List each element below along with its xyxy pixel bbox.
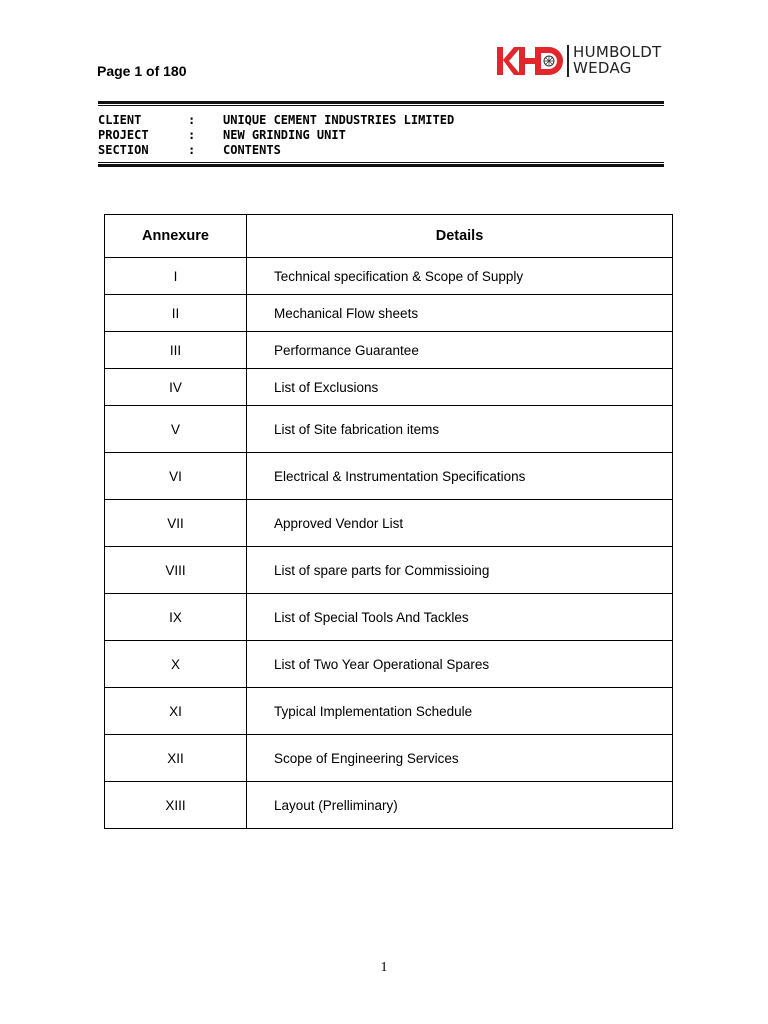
table-row [105,369,673,406]
annexure-detail: Mechanical Flow sheets [247,295,673,332]
annexure-number: IV [105,369,247,406]
meta-value: UNIQUE CEMENT INDUSTRIES LIMITED [223,113,455,127]
table-header-row [105,215,673,258]
annexure-number: III [105,332,247,369]
brand-text [573,44,673,76]
table-row [105,500,673,547]
brand-line-humboldt: HUMBOLDT [573,43,662,61]
table-row [105,453,673,500]
annexure-detail: Approved Vendor List [247,500,673,547]
meta-row-section [98,143,454,158]
meta-value: NEW GRINDING UNIT [223,128,346,142]
annexure-detail: Typical Implementation Schedule [247,688,673,735]
annexure-number: XII [105,735,247,782]
meta-row-client [98,113,454,128]
annexure-number: V [105,406,247,453]
table-row [105,735,673,782]
annexure-number: XI [105,688,247,735]
column-header-annexure: Annexure [105,215,247,258]
meta-value: CONTENTS [223,143,281,157]
annexure-number: I [105,258,247,295]
table-row [105,258,673,295]
table-row [105,688,673,735]
annexure-detail: Electrical & Instrumentation Specifications [247,453,673,500]
table-row [105,547,673,594]
annexure-detail: List of Exclusions [247,369,673,406]
page-number-footer: 1 [380,960,388,975]
table-row [105,406,673,453]
table-row [105,332,673,369]
annexure-detail: Performance Guarantee [247,332,673,369]
meta-key: CLIENT [98,113,142,127]
annexure-table [104,214,673,829]
meta-sep: : [188,113,196,127]
meta-sep: : [188,128,196,142]
annexure-number: VII [105,500,247,547]
table-row [105,782,673,829]
khd-humboldt-wedag-logo [497,44,673,78]
brand-line-wedag: WEDAG [573,59,632,77]
annexure-detail: List of Site fabrication items [247,406,673,453]
annexure-detail: Layout (Prelliminary) [247,782,673,829]
meta-key: PROJECT [98,128,149,142]
annexure-number: XIII [105,782,247,829]
table-row [105,594,673,641]
annexure-number: II [105,295,247,332]
column-header-details: Details [247,215,673,258]
logo-divider [567,45,569,77]
meta-key: SECTION [98,143,149,157]
meta-sep: : [188,143,196,157]
meta-row-project [98,128,454,143]
header-rule-bottom [98,162,664,167]
annexure-number: VIII [105,547,247,594]
header-rule-top [98,101,664,106]
annexure-detail: Technical specification & Scope of Supply [247,258,673,295]
annexure-detail: List of spare parts for Commissioing [247,547,673,594]
annexure-detail: List of Special Tools And Tackles [247,594,673,641]
page-label: Page 1 of 180 [97,63,187,79]
annexure-number: VI [105,453,247,500]
annexure-number: X [105,641,247,688]
annexure-detail: Scope of Engineering Services [247,735,673,782]
annexure-detail: List of Two Year Operational Spares [247,641,673,688]
annexure-number: IX [105,594,247,641]
document-meta [98,113,454,158]
khd-logo-mark [497,44,567,78]
table-row [105,641,673,688]
table-row [105,295,673,332]
